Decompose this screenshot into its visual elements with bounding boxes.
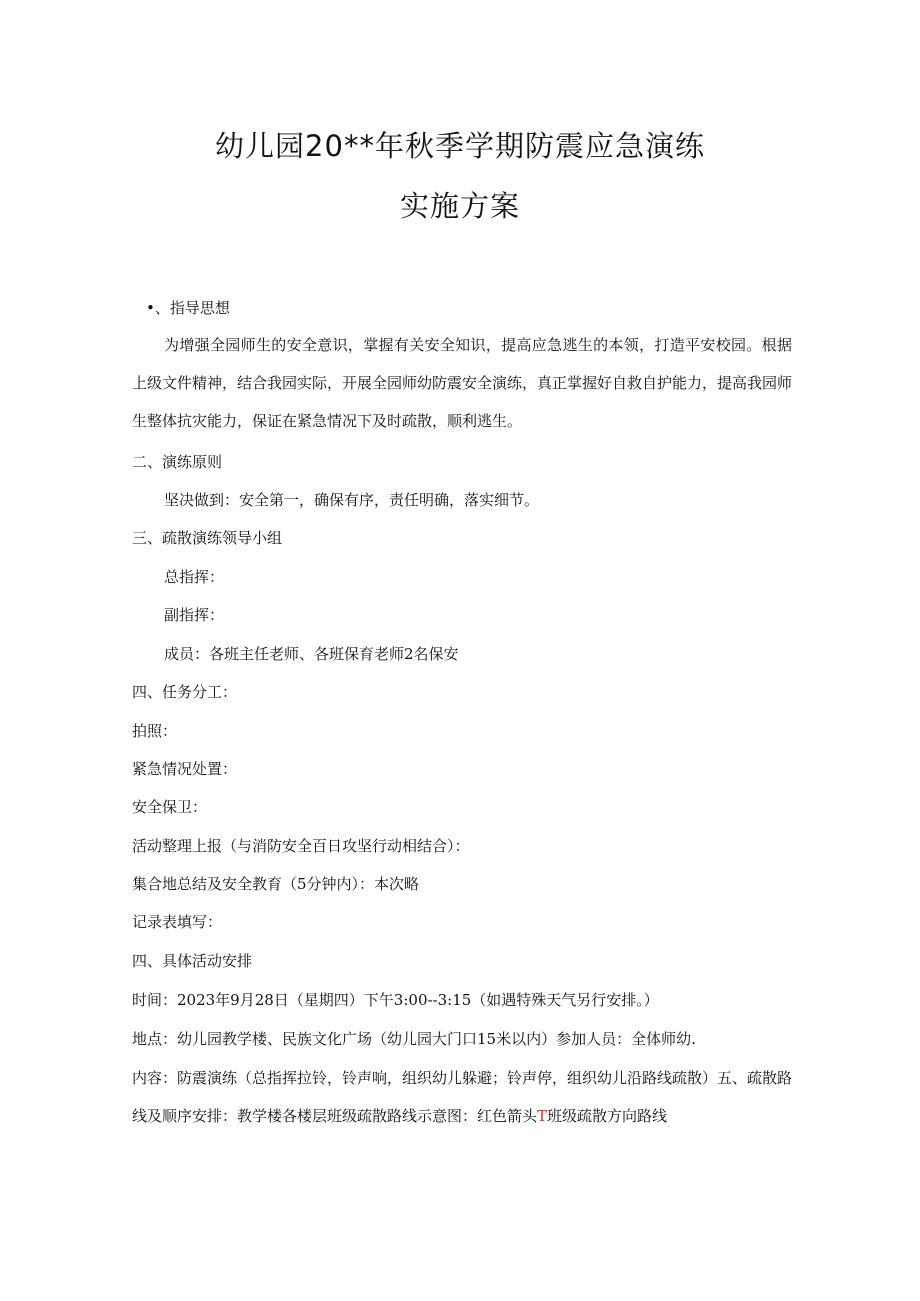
- task-item: 紧急情况处置：: [132, 760, 238, 778]
- document-title-line1: 幼儿园20**年秋季学期防震应急演练: [215, 129, 705, 163]
- document-title-line2: 实施方案: [399, 189, 520, 223]
- task-item: 记录表填写：: [132, 913, 223, 931]
- content-text-after-mark: 班级疏散方向路线: [547, 1107, 668, 1125]
- paragraph-guiding-thought: 为增强全园师生的安全意识，掌握有关安全知识，提高应急逃生的本领，打造平安校园。根据上级文件精神，结合我园实际，开展全园师幼防震安全演练，真正掌握好自救自护能力，提高我园师生整体抗灾能力，保证在紧急情况下及时疏散，顺利逃生。: [132, 336, 793, 430]
- text-activity-place: 地点：幼儿园教学楼、民族文化广场（幼儿园大门口15米以内）参加人员：全体师幼.: [132, 1030, 696, 1048]
- text-members: 成员：各班主任老师、各班保育老师2名保安: [164, 645, 459, 663]
- text-activity-time: 时间：2023年9月28日（星期四）下午3:00--3:15（如遇特殊天气另行安排。）: [132, 991, 659, 1009]
- section-heading-activity-arrangement: 四、具体活动安排: [132, 952, 253, 970]
- red-arrow-mark: T: [537, 1107, 548, 1125]
- task-item: 安全保卫：: [132, 798, 208, 816]
- task-item: 活动整理上报（与消防安全百日攻坚行动相结合）：: [132, 837, 470, 855]
- text-vice-commander: 副指挥：: [164, 606, 225, 624]
- text-drill-principles: 坚决做到：安全第一，确保有序，责任明确，落实细节。: [164, 491, 540, 509]
- content-text-before-mark: 内容：防震演练（总指挥拉铃，铃声响，组织幼儿躲避；铃声停，组织幼儿沿路线疏散）五、疏散路线及顺序安排：教学楼各楼层班级疏散路线示意图：红色箭头: [132, 1069, 793, 1125]
- section-heading-task-division: 四、任务分工：: [132, 683, 238, 701]
- task-item: 集合地总结及安全教育（5分钟内）：本次略: [132, 875, 420, 893]
- section-heading-drill-principles: 二、演练原则: [132, 453, 223, 471]
- task-item: 拍照：: [132, 722, 178, 740]
- paragraph-activity-content: [132, 1059, 792, 1135]
- text-commander: 总指挥：: [164, 568, 225, 586]
- section-heading-guiding-thought: •、指导思想: [146, 299, 230, 317]
- section-heading-leadership-group: 三、疏散演练领导小组: [132, 529, 283, 547]
